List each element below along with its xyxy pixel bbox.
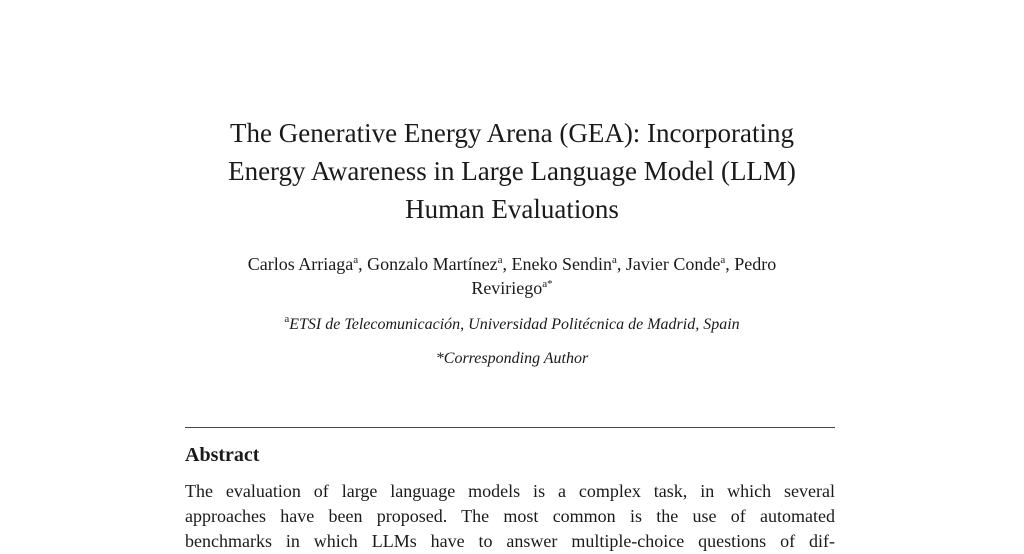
affiliation-text: ETSI de Telecomunicación, Universidad Politécnica de Madrid, Spain (289, 316, 740, 333)
corresponding-author-note: *Corresponding Author (435, 350, 589, 367)
title-line: Energy Awareness in Large Language Model (LLM) (228, 156, 796, 186)
author-name: Reviriego (471, 278, 543, 298)
paper-title (150, 114, 874, 228)
abstract-text (185, 479, 835, 554)
title-line: The Generative Energy Arena (GEA): Incorporating (229, 118, 795, 148)
author-name: Gonzalo Martínez (367, 254, 498, 274)
author-separator: , (358, 254, 368, 274)
affiliation (180, 314, 844, 336)
abstract-heading: Abstract (185, 444, 260, 466)
author-line (180, 276, 844, 300)
author-name: Carlos Arriaga (247, 254, 354, 274)
author-affiliation-mark: a* (542, 278, 553, 290)
abstract-line: approaches have been proposed. The most common is the use of automated (185, 506, 835, 526)
author-name: Javier Conde (625, 254, 721, 274)
author-affiliation-mark: a (611, 254, 617, 266)
author-affiliation-mark: a (353, 254, 359, 266)
affiliation-mark: a (284, 313, 290, 325)
abstract-line: The evaluation of large language models is a complex task, in which several (185, 481, 835, 501)
abstract-line: benchmarks in which LLMs have to answer multiple-choice questions of dif- (185, 531, 835, 551)
author-affiliation-mark: a (497, 254, 503, 266)
author-line (180, 252, 844, 276)
author-affiliation-mark: a (720, 254, 726, 266)
author-list (180, 252, 844, 300)
author-separator: , Pedro (725, 254, 777, 274)
author-separator: , (502, 254, 512, 274)
title-line: Human Evaluations (405, 194, 619, 224)
section-divider (185, 427, 835, 428)
author-name: Eneko Sendin (511, 254, 612, 274)
author-separator: , (616, 254, 626, 274)
